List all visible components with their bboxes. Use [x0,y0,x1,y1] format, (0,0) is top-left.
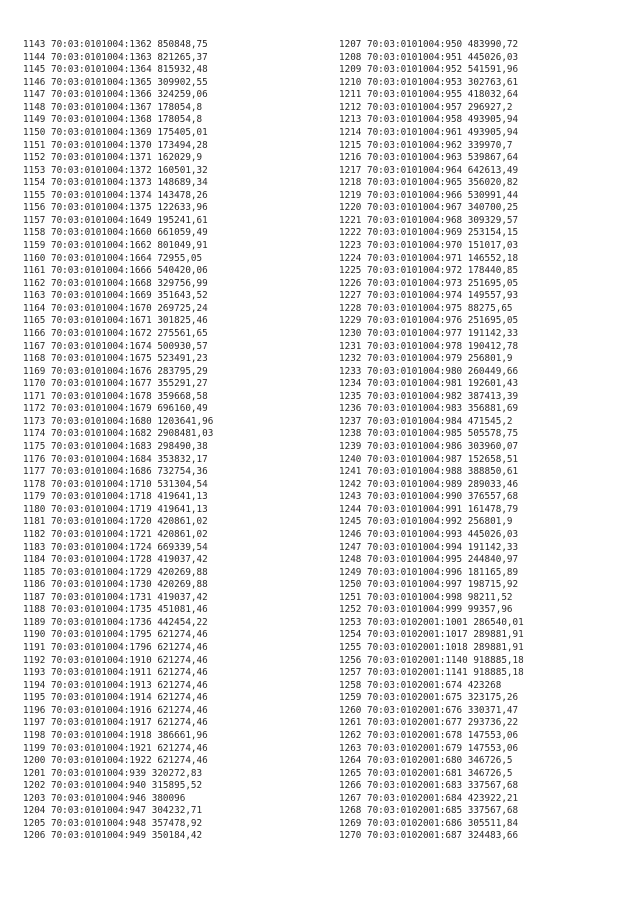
record-row: 1208 70:03:0101004:951 445026,03 [339,51,519,63]
record-row: 1234 70:03:0101004:981 192601,43 [339,378,519,390]
record-row: 1245 70:03:0101004:992 256801,9 [339,516,513,528]
record-row: 1168 70:03:0101004:1675 523491,23 [23,353,208,365]
record-row: 1205 70:03:0101004:948 357478,92 [23,817,203,829]
record-row: 1197 70:03:0101004:1917 621274,46 [23,717,208,729]
record-row: 1184 70:03:0101004:1728 419037,42 [23,554,208,566]
left-column [23,39,213,843]
record-row: 1177 70:03:0101004:1686 732754,36 [23,466,208,478]
record-row: 1158 70:03:0101004:1660 661059,49 [23,227,208,239]
record-row: 1218 70:03:0101004:965 356020,82 [339,177,519,189]
record-row: 1153 70:03:0101004:1372 160501,32 [23,164,208,176]
record-row: 1188 70:03:0101004:1735 451081,46 [23,604,208,616]
record-row: 1146 70:03:0101004:1365 309902,55 [23,76,208,88]
record-row: 1186 70:03:0101004:1730 420269,88 [23,579,208,591]
record-row: 1213 70:03:0101004:958 493905,94 [339,114,519,126]
record-row: 1151 70:03:0101004:1370 173494,28 [23,139,208,151]
record-row: 1257 70:03:0102001:1141 918885,18 [339,667,524,679]
record-row: 1241 70:03:0101004:988 388850,61 [339,466,519,478]
record-row: 1149 70:03:0101004:1368 178054,8 [23,114,203,126]
record-row: 1242 70:03:0101004:989 289033,46 [339,478,519,490]
record-row: 1237 70:03:0101004:984 471545,2 [339,415,513,427]
record-row: 1238 70:03:0101004:985 505578,75 [339,428,519,440]
record-row: 1263 70:03:0102001:679 147553,06 [339,742,519,754]
record-row: 1178 70:03:0101004:1710 531304,54 [23,478,208,490]
record-row: 1228 70:03:0101004:975 88275,65 [339,302,513,314]
record-row: 1255 70:03:0102001:1018 289881,91 [339,642,524,653]
record-row: 1227 70:03:0101004:974 149557,93 [339,290,519,302]
record-row: 1224 70:03:0101004:971 146552,18 [339,252,519,264]
record-row: 1270 70:03:0102001:687 324483,66 [339,830,519,842]
record-row: 1169 70:03:0101004:1676 283795,29 [23,365,208,377]
record-row: 1235 70:03:0101004:982 387413,39 [339,390,519,402]
record-row: 1201 70:03:0101004:939 320272,83 [23,767,203,779]
record-row: 1154 70:03:0101004:1373 148689,34 [23,177,208,189]
right-column [339,39,524,843]
record-row: 1174 70:03:0101004:1682 2908481,03 [23,428,214,440]
record-row: 1240 70:03:0101004:987 152658,51 [339,453,519,465]
record-row: 1165 70:03:0101004:1671 301825,46 [23,315,208,327]
record-row: 1207 70:03:0101004:950 483990,72 [339,39,519,50]
record-row: 1248 70:03:0101004:995 244840,97 [339,554,519,566]
record-row: 1152 70:03:0101004:1371 162029,9 [23,152,203,164]
record-row: 1163 70:03:0101004:1669 351643,52 [23,290,208,302]
record-row: 1145 70:03:0101004:1364 815932,48 [23,64,208,76]
record-row: 1214 70:03:0101004:961 493905,94 [339,126,519,138]
record-row: 1192 70:03:0101004:1910 621274,46 [23,654,208,666]
record-row: 1150 70:03:0101004:1369 175405,01 [23,126,208,138]
record-row: 1265 70:03:0102001:681 346726,5 [339,767,513,779]
record-row: 1187 70:03:0101004:1731 419037,42 [23,591,208,603]
record-row: 1239 70:03:0101004:986 303960,07 [339,441,519,452]
record-row: 1222 70:03:0101004:969 253154,15 [339,227,519,239]
record-row: 1180 70:03:0101004:1719 419641,13 [23,503,208,515]
record-row: 1260 70:03:0102001:676 330371,47 [339,704,519,716]
record-row: 1175 70:03:0101004:1683 298490,38 [23,441,208,452]
record-row: 1148 70:03:0101004:1367 178054,8 [23,101,203,113]
record-row: 1167 70:03:0101004:1674 500930,57 [23,340,208,352]
record-row: 1144 70:03:0101004:1363 821265,37 [23,51,208,63]
record-row: 1252 70:03:0101004:999 99357,96 [339,604,513,616]
record-row: 1166 70:03:0101004:1672 275561,65 [23,327,208,339]
record-row: 1249 70:03:0101004:996 181165,89 [339,566,519,578]
record-row: 1229 70:03:0101004:976 251695,05 [339,315,519,327]
record-row: 1204 70:03:0101004:947 304232,71 [23,805,203,817]
record-row: 1191 70:03:0101004:1796 621274,46 [23,642,208,653]
record-row: 1190 70:03:0101004:1795 621274,46 [23,629,208,641]
record-row: 1193 70:03:0101004:1911 621274,46 [23,667,208,679]
record-row: 1244 70:03:0101004:991 161478,79 [339,503,519,515]
record-row: 1264 70:03:0102001:680 346726,5 [339,755,513,767]
record-row: 1259 70:03:0102001:675 323175,26 [339,692,519,704]
record-row: 1212 70:03:0101004:957 296927,2 [339,101,513,113]
record-row: 1262 70:03:0102001:678 147553,06 [339,729,519,741]
record-row: 1170 70:03:0101004:1677 355291,27 [23,378,208,390]
record-row: 1256 70:03:0102001:1140 918885,18 [339,654,524,666]
record-row: 1232 70:03:0101004:979 256801,9 [339,353,513,365]
record-row: 1258 70:03:0102001:674 423268 [339,679,502,691]
record-row: 1203 70:03:0101004:946 380096 [23,792,186,804]
record-row: 1157 70:03:0101004:1649 195241,61 [23,214,208,226]
record-row: 1246 70:03:0101004:993 445026,03 [339,528,519,540]
record-row: 1143 70:03:0101004:1362 850848,75 [23,39,208,50]
record-row: 1199 70:03:0101004:1921 621274,46 [23,742,208,754]
record-row: 1147 70:03:0101004:1366 324259,06 [23,89,208,101]
record-row: 1231 70:03:0101004:978 190412,78 [339,340,519,352]
record-row: 1176 70:03:0101004:1684 353832,17 [23,453,208,465]
record-row: 1196 70:03:0101004:1916 621274,46 [23,704,208,716]
record-row: 1267 70:03:0102001:684 423922,21 [339,792,519,804]
record-row: 1226 70:03:0101004:973 251695,05 [339,277,519,289]
record-row: 1251 70:03:0101004:998 98211,52 [339,591,513,603]
record-row: 1198 70:03:0101004:1918 386661,96 [23,729,208,741]
record-row: 1182 70:03:0101004:1721 420861,02 [23,528,208,540]
record-row: 1254 70:03:0102001:1017 289881,91 [339,629,524,641]
record-row: 1210 70:03:0101004:953 302763,61 [339,76,519,88]
record-row: 1171 70:03:0101004:1678 359668,58 [23,390,208,402]
record-row: 1215 70:03:0101004:962 339970,7 [339,139,513,151]
record-row: 1155 70:03:0101004:1374 143478,26 [23,189,208,201]
record-row: 1200 70:03:0101004:1922 621274,46 [23,755,208,767]
record-row: 1225 70:03:0101004:972 178440,85 [339,265,519,277]
record-row: 1181 70:03:0101004:1720 420861,02 [23,516,208,528]
record-row: 1183 70:03:0101004:1724 669339,54 [23,541,208,553]
record-row: 1211 70:03:0101004:955 418032,64 [339,89,519,101]
record-row: 1247 70:03:0101004:994 191142,33 [339,541,519,553]
record-row: 1179 70:03:0101004:1718 419641,13 [23,491,208,503]
record-row: 1194 70:03:0101004:1913 621274,46 [23,679,208,691]
record-row: 1164 70:03:0101004:1670 269725,24 [23,302,208,314]
record-row: 1221 70:03:0101004:968 309329,57 [339,214,519,226]
record-row: 1269 70:03:0102001:686 305511,84 [339,817,519,829]
record-row: 1243 70:03:0101004:990 376557,68 [339,491,519,503]
record-row: 1233 70:03:0101004:980 260449,66 [339,365,519,377]
record-row: 1216 70:03:0101004:963 539867,64 [339,152,519,164]
record-row: 1160 70:03:0101004:1664 72955,05 [23,252,203,264]
record-row: 1253 70:03:0102001:1001 286540,01 [339,616,524,628]
record-row: 1223 70:03:0101004:970 151017,03 [339,240,519,251]
record-row: 1159 70:03:0101004:1662 801049,91 [23,240,208,251]
record-row: 1156 70:03:0101004:1375 122633,96 [23,202,208,214]
record-row: 1195 70:03:0101004:1914 621274,46 [23,692,208,704]
record-row: 1220 70:03:0101004:967 340700,25 [339,202,519,214]
record-row: 1161 70:03:0101004:1666 540420,06 [23,265,208,277]
record-row: 1162 70:03:0101004:1668 329756,99 [23,277,208,289]
record-row: 1172 70:03:0101004:1679 696160,49 [23,403,208,415]
record-row: 1250 70:03:0101004:997 198715,92 [339,579,519,591]
record-row: 1202 70:03:0101004:940 315895,52 [23,780,203,792]
record-row: 1268 70:03:0102001:685 337567,68 [339,805,519,817]
record-row: 1185 70:03:0101004:1729 420269,88 [23,566,208,578]
record-row: 1261 70:03:0102001:677 293736,22 [339,717,519,729]
record-row: 1236 70:03:0101004:983 356881,69 [339,403,519,415]
record-row: 1189 70:03:0101004:1736 442454,22 [23,616,208,628]
record-row: 1219 70:03:0101004:966 530991,44 [339,189,519,201]
record-row: 1230 70:03:0101004:977 191142,33 [339,327,519,339]
record-row: 1217 70:03:0101004:964 642613,49 [339,164,519,176]
record-row: 1206 70:03:0101004:949 350184,42 [23,830,203,842]
record-row: 1173 70:03:0101004:1680 1203641,96 [23,415,214,427]
record-row: 1209 70:03:0101004:952 541591,96 [339,64,519,76]
record-row: 1266 70:03:0102001:683 337567,68 [339,780,519,792]
